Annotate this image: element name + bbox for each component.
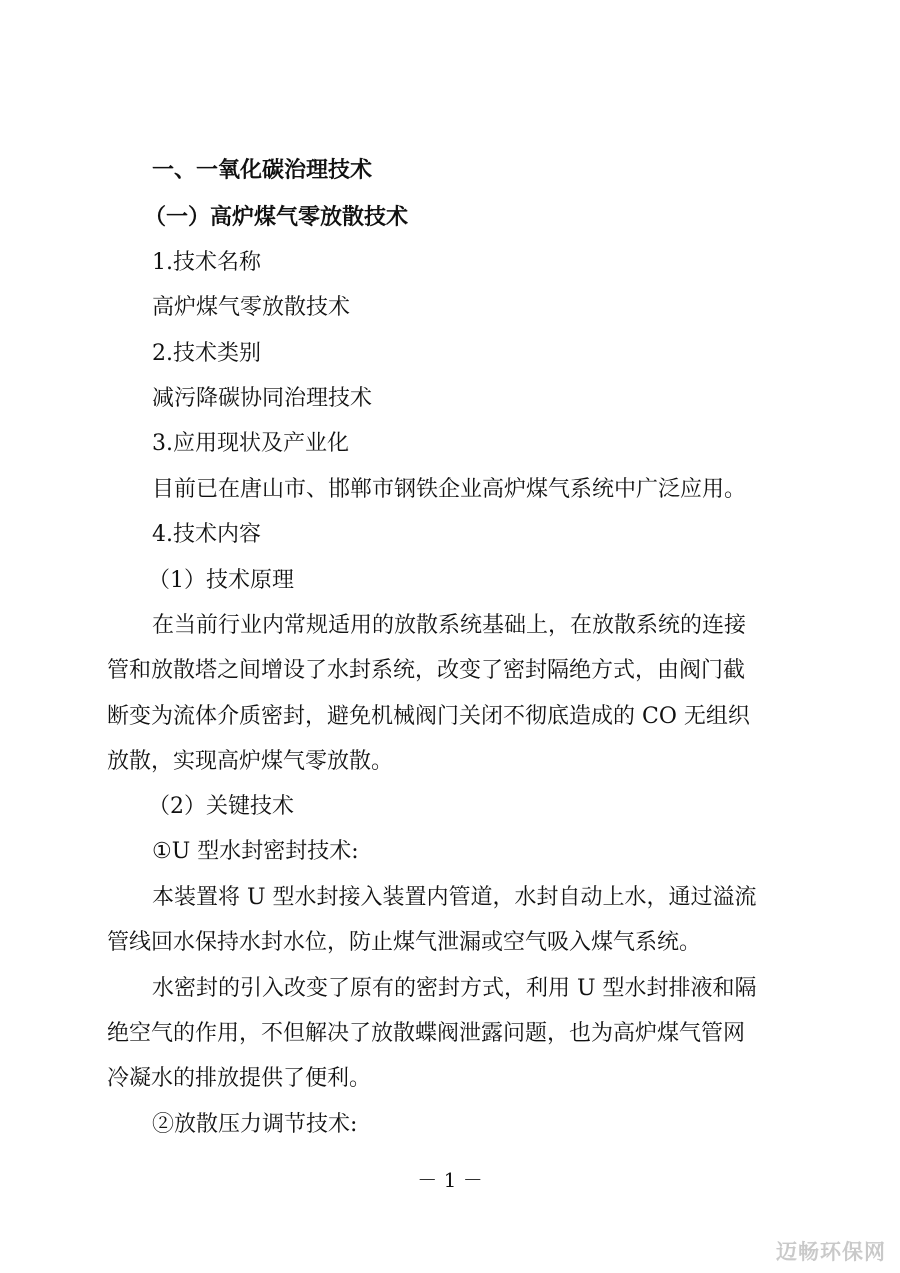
paragraph-line: 本装置将 U 型水封接入装置内管道，水封自动上水，通过溢流 — [152, 885, 757, 910]
technique-title-2: ②放散压力调节技术: — [152, 1112, 358, 1137]
paragraph-line: 水密封的引入改变了原有的密封方式，利用 U 型水封排液和隔 — [152, 976, 757, 1001]
heading-level2: （一）高炉煤气零放散技术 — [144, 204, 409, 230]
section-body-3: 目前已在唐山市、邯郸市钢铁企业高炉煤气系统中广泛应用。 — [152, 477, 747, 502]
paragraph-line: 管和放散塔之间增设了水封系统，改变了密封隔绝方式，由阀门截 — [107, 658, 746, 683]
paragraph-line: 在当前行业内常规适用的放散系统基础上，在放散系统的连接 — [152, 613, 747, 638]
technique-title-1: ①U 型水封密封技术: — [152, 839, 359, 864]
watermark-logo: 迈畅环保网 — [776, 1240, 886, 1264]
section-body-2: 减污降碳协同治理技术 — [152, 386, 373, 411]
paragraph-line: 管线回水保持水封水位，防止煤气泄漏或空气吸入煤气系统。 — [107, 930, 702, 955]
subsection-title-2: （2）关键技术 — [148, 794, 294, 819]
paragraph-line: 绝空气的作用，不但解决了放散蝶阀泄露问题，也为高炉煤气管网 — [107, 1021, 746, 1046]
page-number: － 1 － — [417, 1168, 483, 1192]
heading-level1: 一、一氧化碳治理技术 — [152, 158, 373, 183]
paragraph-line: 冷凝水的排放提供了便利。 — [107, 1066, 372, 1091]
section-title-1: 1.技术名称 — [152, 250, 261, 275]
paragraph-line: 放散，实现高炉煤气零放散。 — [107, 749, 394, 774]
section-title-4: 4.技术内容 — [152, 522, 261, 547]
section-body-1: 高炉煤气零放散技术 — [152, 295, 351, 320]
section-title-2: 2.技术类别 — [152, 341, 261, 366]
subsection-title-1: （1）技术原理 — [148, 568, 294, 593]
paragraph-line: 断变为流体介质密封，避免机械阀门关闭不彻底造成的 CO 无组织 — [107, 704, 750, 729]
section-title-3: 3.应用现状及产业化 — [152, 431, 349, 456]
